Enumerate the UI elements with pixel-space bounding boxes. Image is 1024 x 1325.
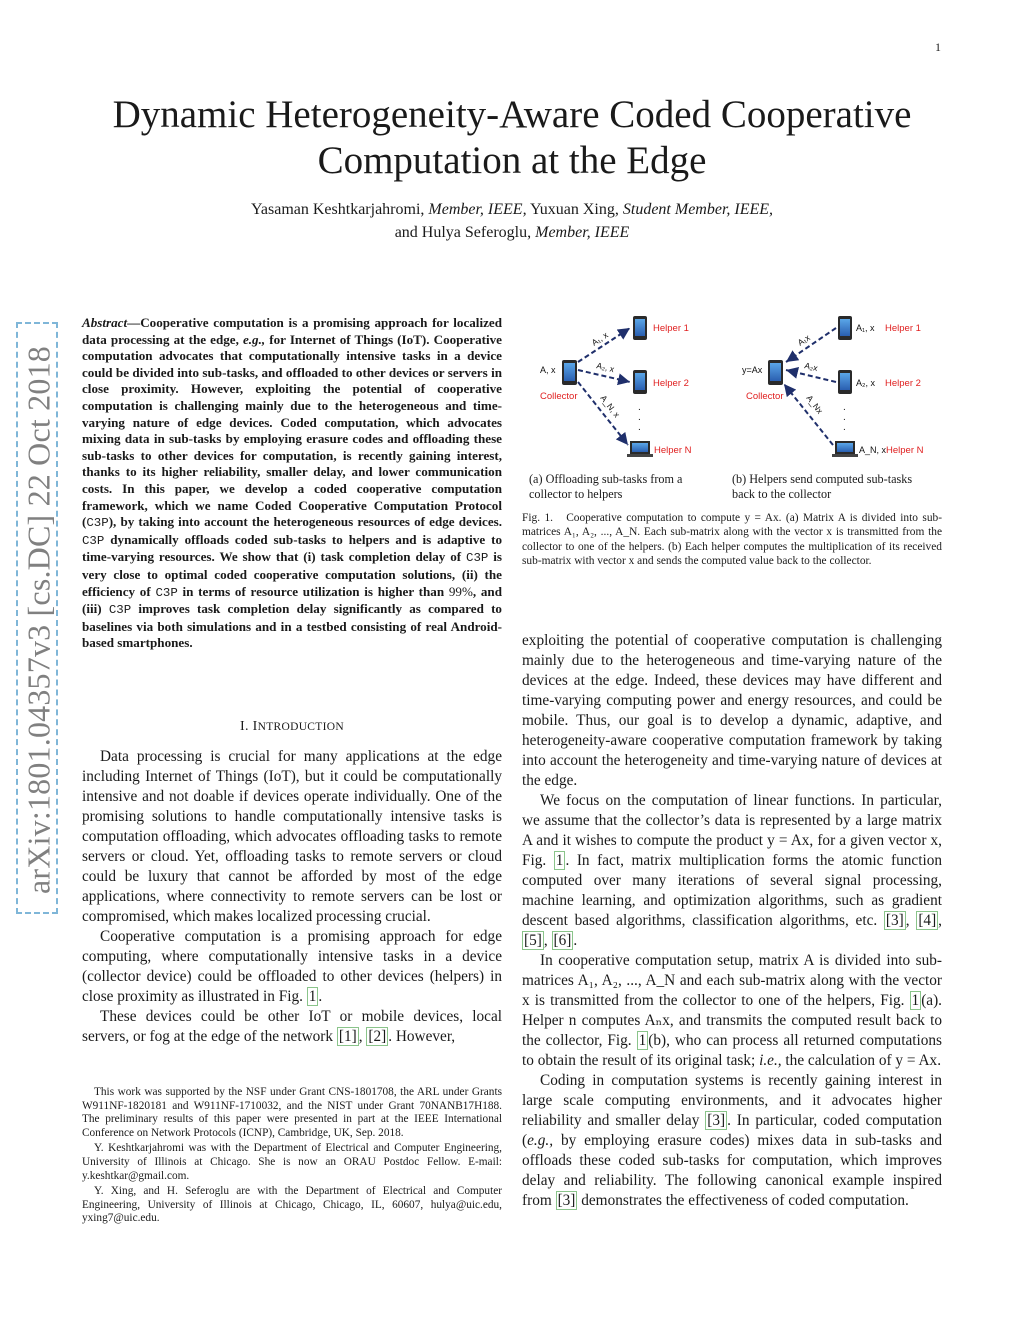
- paper-title: [0, 92, 1024, 184]
- paragraph-text: (a). Helper n computes Aₙx, and transmits the computed result back to the collector, Fig.: [522, 992, 942, 1049]
- efficiency-value: 99%: [448, 583, 473, 599]
- paragraph: Data processing is crucial for many applications at the edge including Internet of Things (IoT), but it could be computationally intensive and not doable if devices operate individually. One of the promising solutions to handle computationally intensive tasks is computation offloading, which advocates offloading tasks to remote servers or cloud. Yet, offloading tasks to remote servers or cloud could be luxury that cannot be afforded by most of the edge applications, where connectivity to remote servers can be lost or compromised, which makes localized processing crucial.: [82, 748, 502, 925]
- return-arrow-1: [786, 328, 836, 362]
- paragraph-text: .: [318, 988, 323, 1005]
- collector-data-label: A, x: [540, 365, 556, 375]
- paragraph-text: the calculation of y = Ax.: [781, 1052, 942, 1069]
- paragraph-text: . In fact, matrix multiplication forms the atomic function computed over many iterations of several signal processing, machine learning, and optimization algorithms, such as gradient descent based algorithms, classification algorithms, etc.: [522, 852, 942, 929]
- collector-label: Collector: [540, 391, 578, 402]
- ellipsis-dot: .: [638, 402, 641, 413]
- section-title-initial: I: [252, 719, 258, 734]
- arrow-n-label: A_Nx: [804, 393, 826, 416]
- abstract-label: Abstract: [82, 315, 128, 330]
- helper-2-label: Helper 2: [653, 378, 689, 389]
- paragraph-text: Cooperative computation is a promising approach for edge computing, where computationally intensive tasks in a device (collector device) could be offloaded to other devices (helpers) in close proximity as illustrated in Fig.: [82, 928, 502, 1005]
- panel-a: [540, 316, 692, 457]
- ellipsis-dot: .: [843, 422, 846, 433]
- protocol-name: C3P: [86, 516, 109, 531]
- paragraph-text: Coding in computation systems is recently gaining interest in large scale computing environments, and it advocates higher reliability and smaller delay: [522, 1072, 942, 1129]
- helper-n-label: Helper N: [654, 445, 692, 456]
- helper-1-label: Helper 1: [653, 323, 689, 334]
- helper-1-phone-icon: [838, 316, 852, 340]
- abstract-text: is very close to optimal coded cooperative computation solutions, (ii) the efficiency of: [82, 549, 503, 599]
- ellipsis-dot: .: [638, 422, 641, 433]
- section-number: I.: [240, 719, 249, 734]
- funding-footnote: This work was supported by the NSF under Grant CNS-1801708, the ARL under Grants W911NF-1820181 and W911NF-1710032, and the NIST under Grant 70NANB17H188. The preliminary results of this paper were presented in part at the IEEE International Conference on Network Protocols (ICNP), Cambridge, UK, Sep. 2018.: [82, 1086, 502, 1139]
- arxiv-identifier: arXiv:1801.04357v3 [cs.DC] 22 Oct 2018: [20, 346, 57, 894]
- author-role: Member, IEEE,: [428, 201, 527, 218]
- helper-2-data-label: A₂, x: [856, 378, 875, 388]
- arrow-1-label: A₁x: [795, 332, 812, 348]
- helper-n-laptop-icon: [627, 441, 653, 457]
- author-line-2: [0, 221, 1024, 244]
- ellipsis-dot: .: [843, 402, 846, 413]
- paragraph-text: We focus on the computation of linear functions. In particular, we assume that the collector’s data is represented by a large matrix A and it wishes to compute the product y = Ax, for a given vector x, Fig.: [522, 792, 942, 869]
- subfigure-b-caption: (b) Helpers send computed sub-tasks back to the collector: [732, 472, 913, 501]
- helper-n-label: Helper N: [886, 445, 924, 456]
- ellipsis-dot: .: [843, 412, 846, 423]
- paragraph-text: In cooperative computation setup, matrix A is divided into sub-matrices A₁, A₂, ..., A_N and each sub-matrix along with the vector x is transmitted from the collector to one of the helpers, Fig.: [522, 952, 942, 1009]
- paragraph-text: demonstrates the effectiveness of coded computation.: [577, 1192, 909, 1209]
- figure-caption-label: Fig. 1.: [522, 512, 553, 524]
- paragraph: [82, 927, 502, 1007]
- arrow-1-label: A₁, x: [589, 329, 610, 348]
- collector-phone-icon: [768, 360, 783, 385]
- abstract-text: dynamically offloads coded sub-tasks to helpers and is adaptive to time-varying resources. We show that (i) task completion delay of: [82, 531, 502, 565]
- paragraph: exploiting the potential of cooperative computation is challenging mainly due to the heterogeneous and time-varying nature of the devices at the edge. Indeed, these devices may have different and time-varying computing power and energy resources, and could be mobile. Thus, our goal is to develop a dynamic, adaptive, and heterogeneity-aware cooperative computation framework by taking into account the heterogeneity and time-varying nature of devices at the edge.: [522, 632, 942, 789]
- affiliation-footnote: Y. Xing, and H. Seferoglu are with the Department of Electrical and Computer Engineering, University of Illinois at Chicago, Chicago, IL, 60607, hulya@uic.edu, yxing7@uic.edu.: [82, 1185, 502, 1225]
- helper-2-phone-icon: [838, 370, 852, 394]
- protocol-name: C3P: [108, 603, 132, 618]
- abstract: [82, 315, 502, 652]
- paragraph-text: by employing erasure codes) mixes data in sub-tasks and offloads these coded sub-tasks for computation, which improves delay and reliability. The following canonical example inspired from: [522, 1132, 942, 1209]
- author-name: Yasaman Keshtkarjahromi,: [250, 201, 425, 218]
- author-name: Yuxuan Xing,: [529, 201, 619, 218]
- author-role: Student Member, IEEE,: [622, 201, 774, 218]
- helper-n-laptop-icon: [832, 441, 858, 457]
- collector-phone-icon: [562, 360, 577, 385]
- abstract-text: , and (iii): [82, 583, 502, 617]
- citation-link[interactable]: [3]: [885, 912, 904, 929]
- abstract-text: for Internet of Things (IoT). Cooperative computation advocates that computationally intensive tasks in a device could be divided into sub-tasks, and offloaded to other devices or servers in close proximity. However, exploiting the potential of cooperative computation is challenging mainly due to the heterogeneous and time-varying nature of edge devices. Coded computation, which advocates mixing data in sub-tasks by employing erasure codes and offloading these sub-tasks to other devices for computation, is recently gaining interest, thanks to its higher reliability, smaller delay, and lower communication costs. In this paper, we develop a coded cooperative computation framework, which we name Coded Cooperative Computation Protocol (: [82, 331, 502, 530]
- citation-link[interactable]: [3]: [557, 1192, 576, 1209]
- arrow-2-label: A₂, x: [595, 360, 616, 375]
- abstract-dash: —: [127, 315, 141, 330]
- collector-result-label: y=Ax: [742, 365, 763, 375]
- helper-2-label: Helper 2: [885, 378, 921, 389]
- figure-ref-link[interactable]: 1: [308, 988, 317, 1005]
- abstract-text: Cooperative computation is a promising approach for localized data processing at the edge,: [82, 315, 502, 347]
- helper-1-data-label: A₁, x: [856, 323, 875, 333]
- protocol-name: C3P: [466, 551, 489, 566]
- arxiv-stamp[interactable]: [16, 322, 58, 914]
- footnotes: [82, 1086, 502, 1228]
- protocol-name: C3P: [155, 585, 178, 600]
- left-column-body: [82, 747, 502, 1047]
- affiliation-footnote: Y. Keshtkarjahromi was with the Department of Electrical and Computer Engineering, University of Illinois at Chicago. She is now an ORAU Postdoc Fellow. E-mail: y.keshtkar@gmail.com.: [82, 1142, 502, 1182]
- citation-link[interactable]: [5]: [524, 932, 542, 949]
- citation-link[interactable]: [1]: [338, 1028, 357, 1045]
- paragraph-eg: e.g.,: [527, 1132, 554, 1149]
- figure-ref-link[interactable]: 1: [911, 992, 920, 1009]
- right-column-body: [522, 631, 942, 1211]
- author-line-1: [0, 198, 1024, 221]
- section-title-rest: NTRODUCTION: [257, 721, 344, 733]
- author-list: [0, 198, 1024, 244]
- author-role: Member, IEEE: [535, 224, 630, 241]
- arrow-2-label: A₂x: [803, 360, 819, 374]
- figure-caption-text: Cooperative computation to compute y = Ax. (a) Matrix A is divided into sub-matrices A₁, A₂, ..., A_N. Each sub-matrix along with the vector x is transmitted from the collector to one of the helpers. (b) Each helper computes the multiplication of its received sub-matrix with vector x and sends the computed value back to the collector.: [522, 512, 943, 568]
- page-number: 1: [935, 40, 941, 54]
- title-line-1: Dynamic Heterogeneity-Aware Coded Cooperative: [112, 93, 912, 136]
- citation-link[interactable]: [2]: [368, 1028, 387, 1045]
- citation-link[interactable]: [6]: [553, 932, 572, 949]
- paragraph-ie: i.e.,: [759, 1052, 782, 1069]
- paragraph-text: These devices could be other IoT or mobile devices, local servers, or fog at the edge of the network: [82, 1008, 502, 1045]
- helper-2-phone-icon: [633, 370, 647, 394]
- arrow-n-label: A_N, x: [598, 393, 623, 420]
- paragraph: These devices could be other IoT or mobile devices, local servers, or fog at the edge of the network [1] , [2] . However,: [82, 1008, 502, 1045]
- paragraph: We focus on the computation of linear functions. In particular, we assume that the collector’s data is represented by a large matrix A and it wishes to compute the product y = Ax, for a given vector x, Fig. 1 . In fact, matrix multiplication forms the atomic function computed over many iterations of several signal processing, machine learning, and optimization algorithms, such as gradient descent based algorithms, classification algorithms, etc. [3] , [4] , [5] , [6] .: [522, 792, 942, 949]
- author-name: and Hulya Seferoglu,: [394, 224, 532, 241]
- figure-ref-link[interactable]: 1: [638, 1032, 647, 1049]
- figure-ref-link[interactable]: 1: [555, 852, 564, 869]
- helper-1-label: Helper 1: [885, 323, 921, 334]
- helper-n-data-label: A_N, x: [859, 445, 887, 455]
- abstract-text: ), by taking into account the heterogeneous resources of edge devices.: [108, 514, 502, 530]
- protocol-name: C3P: [82, 533, 105, 548]
- paragraph-text: . However,: [388, 1028, 456, 1045]
- subfigure-a-caption: (a) Offloading sub-tasks from a collector to helpers: [529, 472, 683, 501]
- abstract-text: improves task completion delay significantly as compared to baselines via both simulations and in a testbed consisting of real Android-based smartphones.: [82, 601, 502, 651]
- ellipsis-dot: .: [638, 412, 641, 423]
- return-arrow-n: [784, 384, 833, 445]
- figure-caption: [522, 511, 942, 569]
- citation-link[interactable]: [4]: [918, 912, 937, 929]
- citation-link[interactable]: [3]: [707, 1112, 726, 1129]
- abstract-eg: e.g.,: [242, 331, 266, 347]
- abstract-text: in terms of resource utilization is higher than: [177, 583, 449, 599]
- collector-label: Collector: [746, 391, 784, 402]
- helper-1-phone-icon: [633, 316, 647, 340]
- paragraph-text: (b), who can process all returned computations to obtain the result of its original task;: [522, 1032, 942, 1069]
- title-line-2: Computation at the Edge: [317, 139, 707, 182]
- panel-b: [742, 316, 924, 457]
- paragraph: [522, 951, 942, 1071]
- section-heading: [82, 719, 502, 735]
- paragraph: [522, 1071, 942, 1211]
- paragraph-text: . In particular, coded computation (: [522, 1112, 942, 1149]
